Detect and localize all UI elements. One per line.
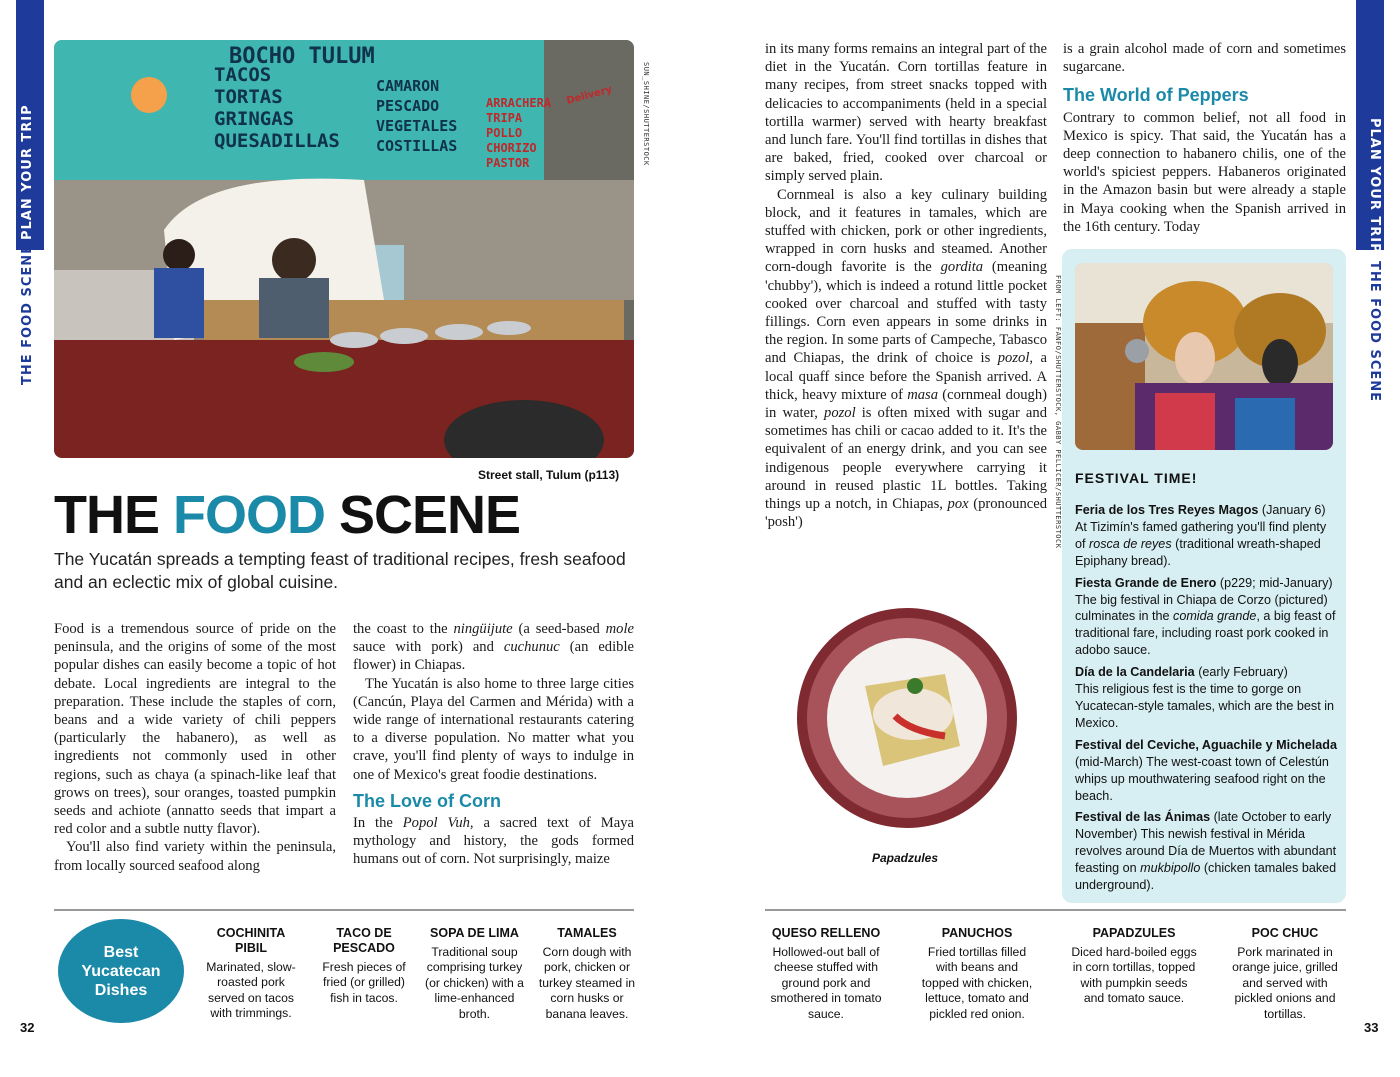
right-photo-credit: FROM LEFT: FANFO/SHUTTERSTOCK, GABBY PELLICER/SHUTTERSTOCK [1054, 275, 1062, 549]
body-column-4: is a grain alcohol made of corn and sometimes sugarcane. The World of Peppers Contrary to common belief, not all food in Mexico is spicy. That said, the Yucatán has a deep connection to habanero chilis, one of the world's spiciest peppers. Habaneros originated in the Amazon basin but were already a staple in Maya cooking when the Spanish arrived in the 16th century. Today [1063, 41, 1346, 235]
body-column-1: Food is a tremendous source of pride on the peninsula, and the origins of some of the most popular dishes can easily become a topic of hot debate. Local ingredients are integral to the preparation. These include the staples of corn, beans and a wide variety of chili peppers (particularly the habanero), as well as ingredients not commonly used in other regions, such as chaya (a spinach-like leaf that grows on trees), sour oranges, toasted pumpkin seeds and achiote (annatto seeds that impart a red color and a subtle nutty flavor). You'll also find variety within the peninsula, from locally sourced seafood along [54, 621, 336, 874]
world-of-peppers-heading: The World of Peppers [1063, 85, 1249, 106]
page-title: THE FOOD SCENE [54, 485, 521, 545]
stall-sign-delivery: Delivery [565, 84, 614, 107]
left-section-label: THE FOOD SCENE [20, 244, 35, 385]
page-number-right: 33 [1364, 1020, 1379, 1035]
dish-card: COCHINITA PIBIL Marinated, slow-roasted pork served on tacos with trimmings. [206, 926, 296, 1021]
stall-photo-credit: SUN_SHINE/SHUTTERSTOCK [642, 62, 650, 166]
dishes-divider-right [765, 909, 1346, 911]
dishes-divider-left [54, 909, 634, 911]
stall-sign-col1: TACOS TORTAS GRINGAS QUESADILLAS [214, 64, 340, 152]
dish-card: POC CHUC Pork marinated in orange juice, grilled and served with pickled onions and tortillas. [1232, 926, 1338, 1021]
festival-item: Festival de las Ánimas (late October to early November) This newish festival in Mérida revolves around Día de Muertos with abundant feasting on mukbipollo (chicken tamales baked underground). [1075, 810, 1337, 893]
best-dishes-badge: Best Yucatecan Dishes [58, 919, 184, 1023]
festival-list [1075, 502, 1337, 899]
festival-item: Día de la Candelaria (early February) This religious fest is the time to gorge on Yucatecan-style tamales, which are the best in Mexico. [1075, 665, 1335, 730]
right-tab-label: PLAN YOUR TRIP [1367, 118, 1382, 254]
dish-card: PANUCHOS Fried tortillas filled with beans and topped with chicken, lettuce, tomato and pickled red onion. [921, 926, 1033, 1021]
body-column-3: in its many forms remains an integral part of the diet in the Yucatán. Corn tortillas feature in many recipes, from street snacks topped with delicacies to accompaniments (held in a special tortilla warmer) served with hearty breakfast and lunch fare. You'll find tortillas in dishes that are baked, fried, cooked over charcoal or simply served plain. Cornmeal is also a key culinary building block, and it features in tamales, which are stuffed with chicken, pork or other ingredients, wrapped in corn husks and steamed. Another corn-dough favorite is the gordita (meaning 'chubby'), which is indeed a rotund little pocket cooked over charcoal and stuffed with tasty fillings. Corn even appears in some drinks in the region. In some parts of Campeche, Tabasco and Chiapas, the drink of choice is pozol, a local quaff since before the Spanish arrived. A thick, heavy mixture of masa (cornmeal dough) in water, pozol is often mixed with sugar and sometimes has chili or cacao added to it. It's the equivalent of an energy drink, and you can see indigenous people everywhere carrying it around in reused plastic 1L bottles. Taking things up a notch, in Chiapas, pox (pronounced 'posh') [765, 41, 1048, 531]
stall-photo-caption: Street stall, Tulum (p113) [478, 468, 620, 482]
page-subtitle: The Yucatán spreads a tempting feast of traditional recipes, fresh seafood and an eclectic mix of global cuisine. [54, 549, 626, 592]
festival-item: Fiesta Grande de Enero (p229; mid-January) The big festival in Chiapa de Corzo (pictured) culminates in the comida grande, a big feast of traditional fare, including roast pork cooked in adobo sauce. [1075, 575, 1336, 658]
dish-card: PAPADZULES Diced hard-boiled eggs in corn tortillas, topped with pumpkin seeds and tomato sauce. [1071, 926, 1197, 1006]
stall-sign-header: BOCHO TULUM [229, 44, 375, 69]
love-of-corn-heading: The Love of Corn [353, 790, 501, 811]
festival-item: Feria de los Tres Reyes Magos (January 6) At Tizimín's famed gathering you'll find plenty of rosca de reyes (traditional wreath-shaped Epiphany bread). [1075, 503, 1327, 568]
right-section-label: THE FOOD SCENE [1367, 261, 1382, 402]
dish-card: TAMALES Corn dough with pork, chicken or turkey steamed in corn husks or banana leaves. [538, 926, 636, 1021]
festival-item: Festival del Ceviche, Aguachile y Michelada (mid-March) The west-coast town of Celestún whips up mouthwatering seafood right on the beach. [1075, 737, 1338, 803]
left-tab-label: PLAN YOUR TRIP [20, 104, 35, 240]
page-number-left: 32 [20, 1020, 35, 1035]
festival-photo [1075, 263, 1333, 450]
festival-title: FESTIVAL TIME! [1075, 470, 1198, 486]
dish-card: SOPA DE LIMA Traditional soup comprising turkey (or chicken) with a lime-enhanced broth. [425, 926, 524, 1021]
papadzules-photo [795, 606, 1019, 830]
papadzules-caption: Papadzules [872, 851, 939, 865]
dish-card: TACO DE PESCADO Fresh pieces of fried (or grilled) fish in tacos. [322, 926, 406, 1005]
street-stall-photo [54, 40, 634, 458]
dish-card: QUESO RELLENO Hollowed-out ball of cheese stuffed with ground pork and smothered in tomato sauce. [770, 926, 882, 1021]
body-column-2: the coast to the ningüijute (a seed-based mole sauce with pork) and cuchunuc (an edible flower) in Chiapas. The Yucatán is also home to three large cities (Cancún, Playa del Carmen and Mérida) with a wide range of international restaurants catering to a diverse population. No matter what you crave, you'll find plenty of ways to indulge in one of Mexico's great foodie destinations. The Love of Corn In the Popol Vuh, a sacred text of Maya mythology and history, the gods formed humans out of corn. Not surprisingly, maize [353, 621, 634, 868]
stall-sign-col3: ARRACHERA TRIPA POLLO CHORIZO PASTOR [486, 96, 552, 170]
stall-sign-col2: CAMARON PESCADO VEGETALES COSTILLAS [376, 77, 458, 155]
